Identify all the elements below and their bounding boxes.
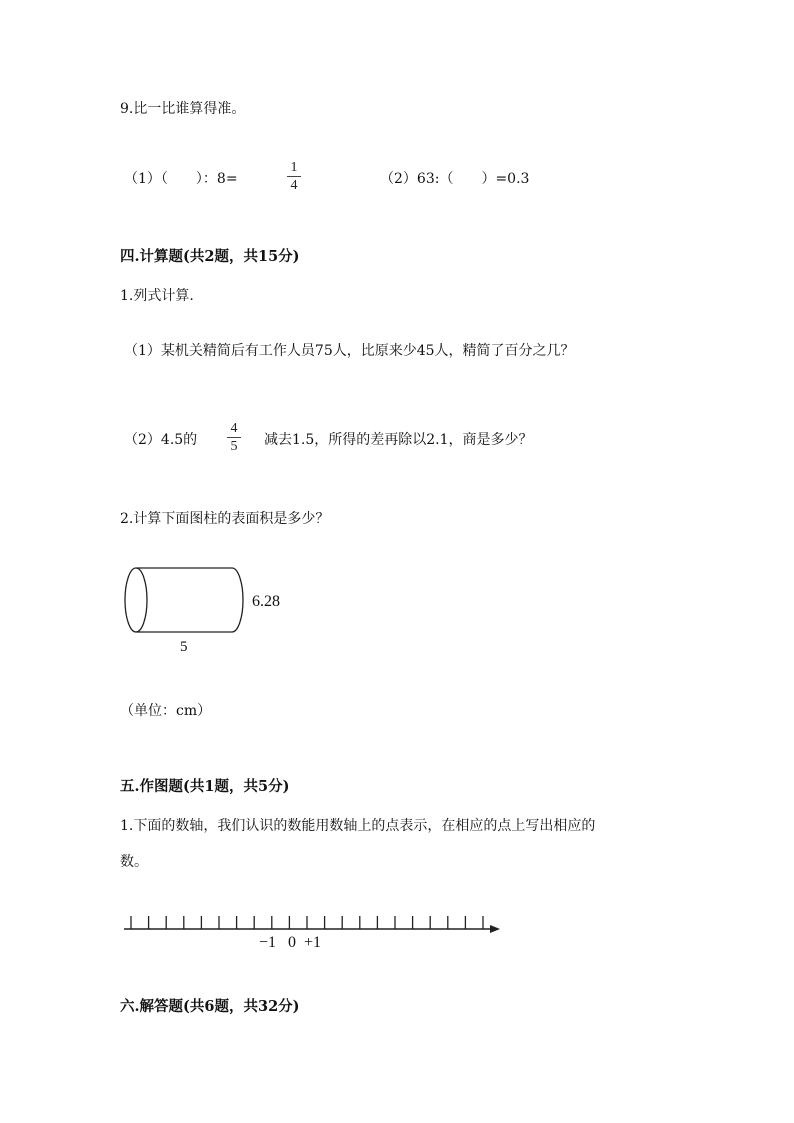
cylinder-height-label: 6.28 [252, 593, 280, 610]
s4-q2-unit-note: （单位：cm） [120, 703, 212, 719]
q9-part2: （2）63:（ ）=0.3 [380, 171, 530, 187]
section4-heading: 四.计算题(共2题，共15分) [120, 248, 300, 265]
fraction-numerator: 4 [230, 421, 238, 436]
s4-q1-part1: （1）某机关精简后有工作人员75人，比原来少45人，精简了百分之几？ [124, 343, 575, 359]
cylinder-left-base [125, 568, 147, 632]
s4-q1-part2-prefix: （2）4.5的 [124, 432, 198, 448]
fraction-denominator: 5 [230, 439, 238, 454]
s4-q1-part2-suffix: 减去1.5，所得的差再除以2.1，商是多少？ [264, 432, 533, 448]
axis-label-minus-one: −1 [259, 934, 277, 951]
cylinder-right-arc [232, 568, 243, 632]
s4-q1-part2-fraction [227, 421, 241, 454]
s5-q1-line2: 数。 [120, 854, 148, 870]
number-line-arrow-icon [490, 925, 500, 933]
cylinder-figure [118, 558, 298, 658]
s4-q1-title: 1.列式计算. [120, 288, 194, 304]
q9-part1-prefix: （1）（ ）：8= [124, 171, 238, 187]
axis-label-plus-one: +1 [304, 934, 322, 951]
section5-heading: 五.作图题(共1题，共5分) [120, 778, 290, 795]
fraction-numerator: 1 [290, 160, 298, 175]
q9-part1-fraction [287, 160, 301, 193]
s5-q1-line1: 1.下面的数轴，我们认识的数能用数轴上的点表示，在相应的点上写出相应的 [120, 818, 596, 834]
number-line-ticks [131, 916, 483, 929]
fraction-bar [287, 176, 301, 177]
axis-label-zero: 0 [288, 934, 296, 951]
cylinder-length-label: 5 [180, 639, 188, 655]
q9-title: 9.比一比谁算得准。 [120, 101, 246, 117]
section6-heading: 六.解答题(共6题，共32分) [120, 998, 300, 1015]
fraction-bar [227, 437, 241, 438]
s4-q2-title: 2.计算下面图柱的表面积是多少？ [120, 511, 330, 527]
number-line [118, 905, 508, 955]
fraction-denominator: 4 [290, 178, 298, 193]
